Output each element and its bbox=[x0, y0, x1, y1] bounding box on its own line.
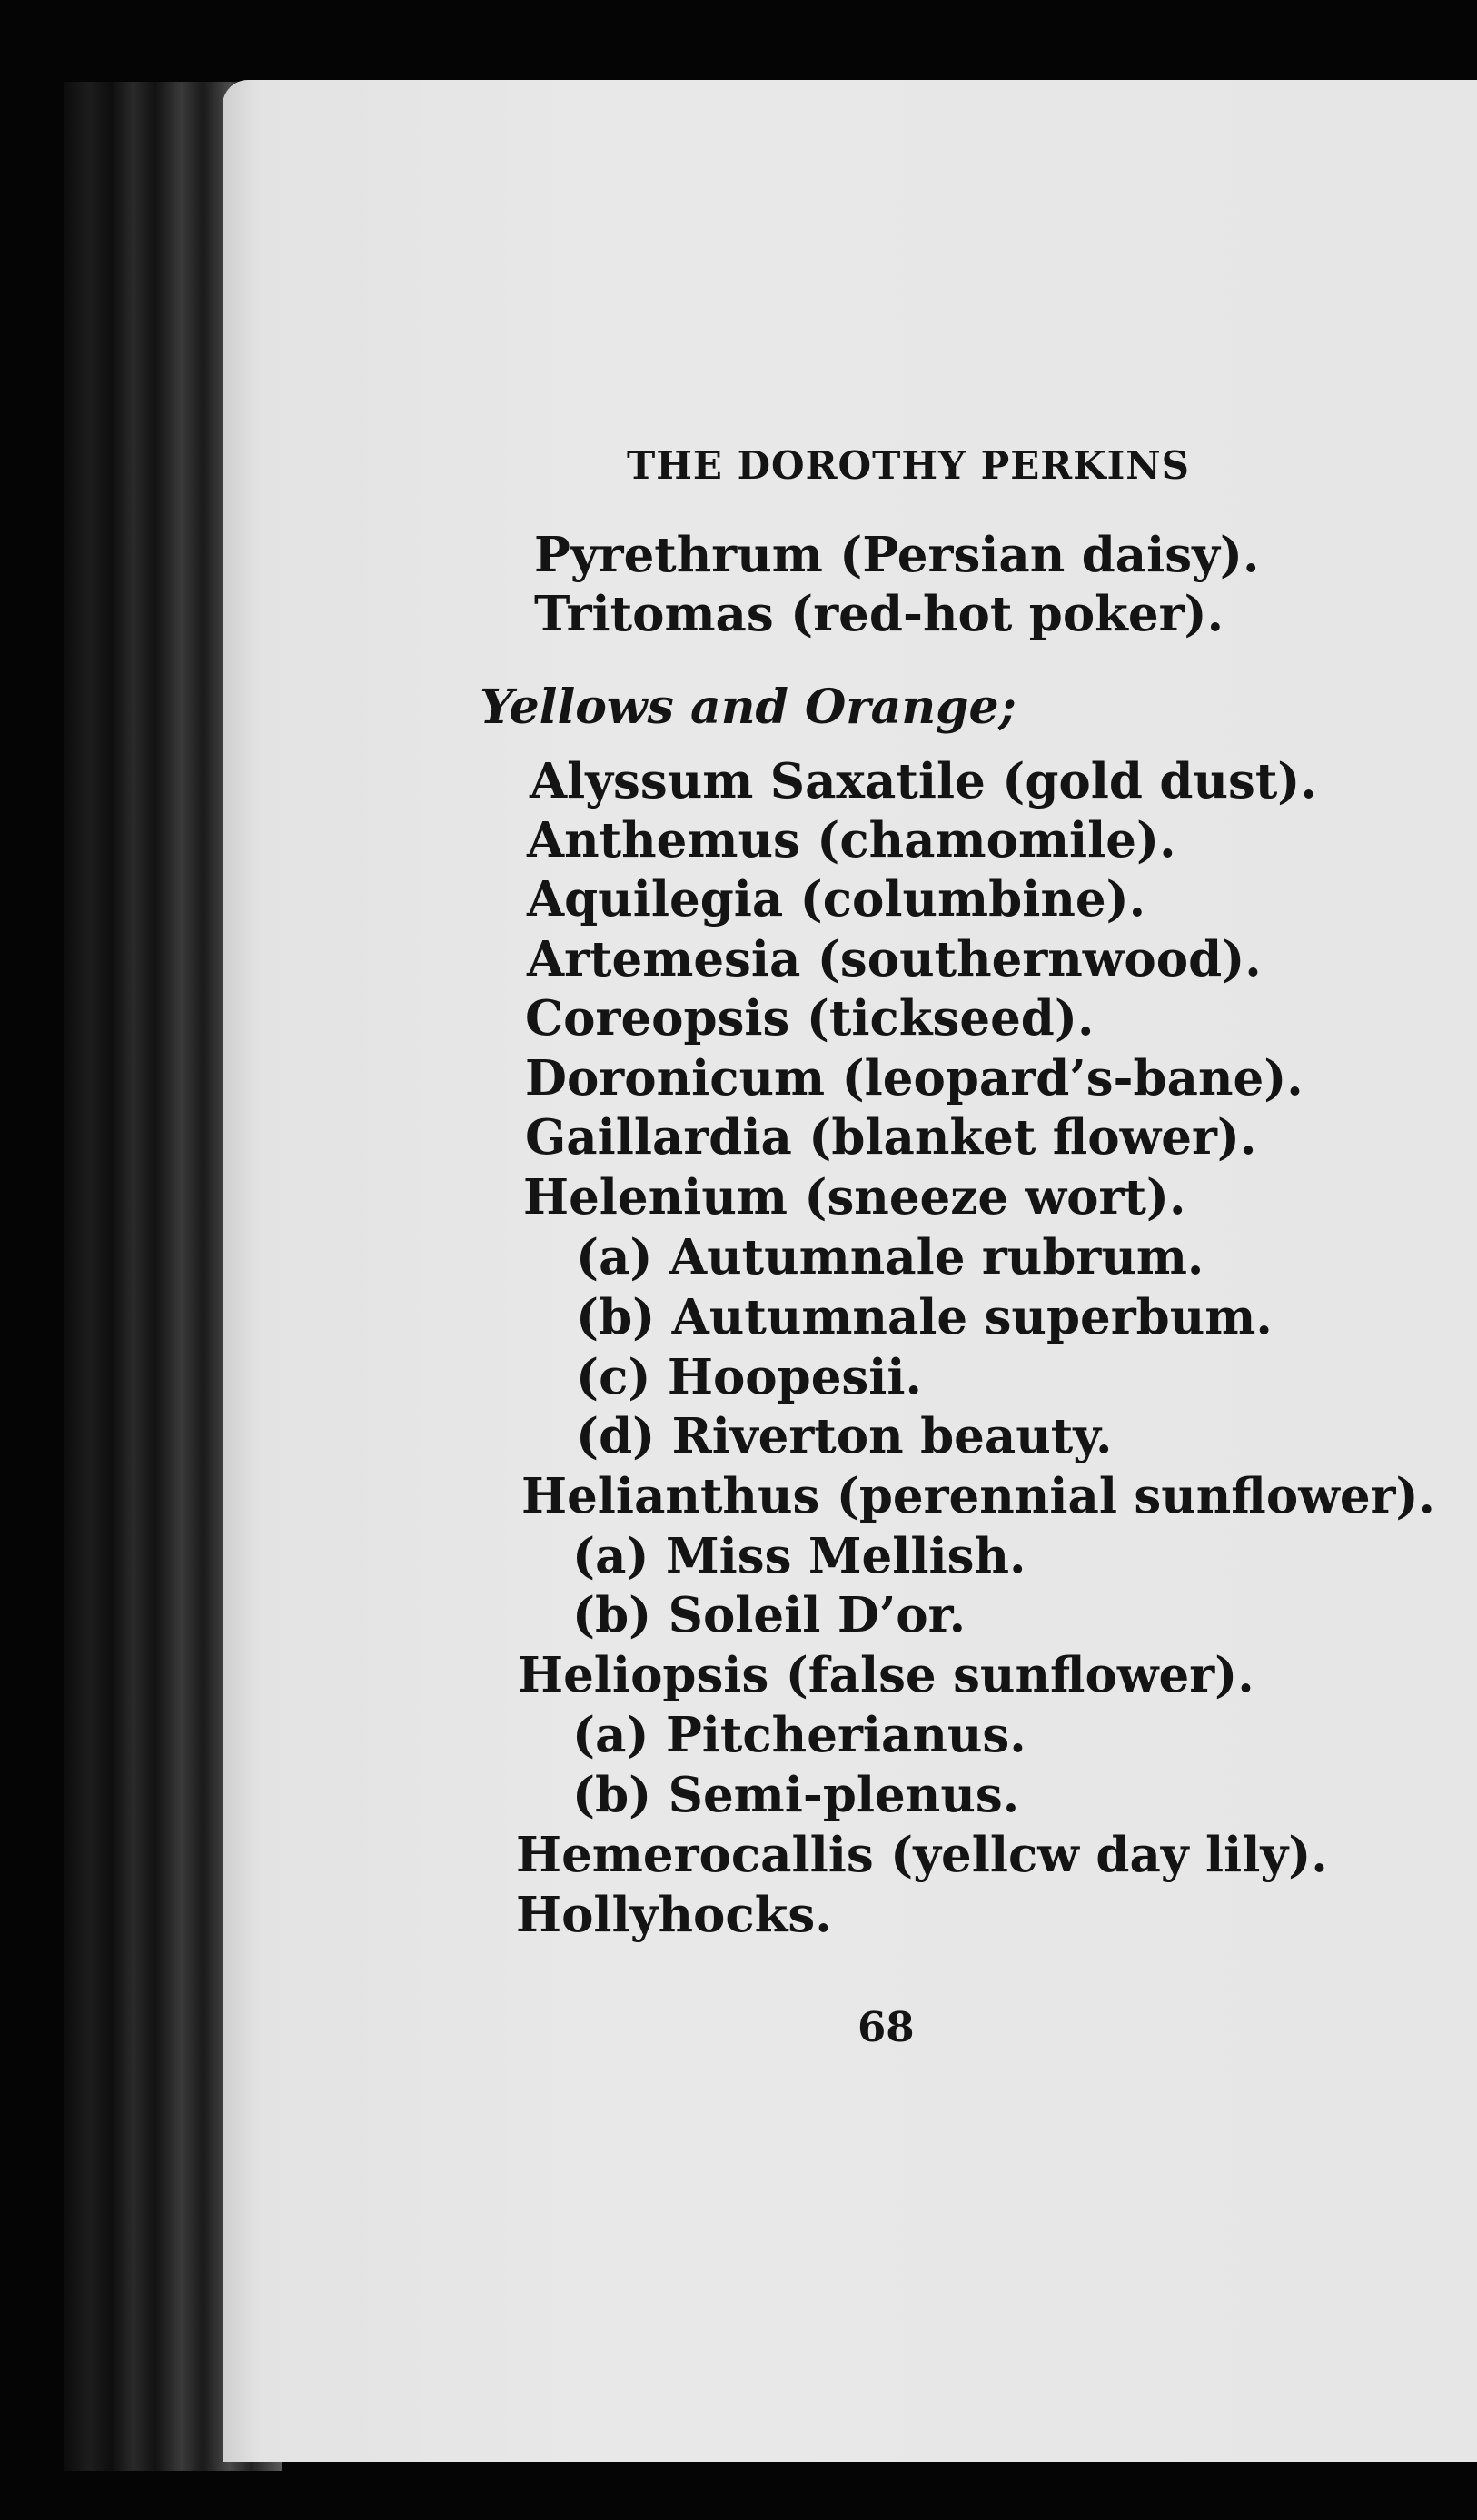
list-item: Anthemus (chamomile). bbox=[527, 812, 1176, 868]
list-item: Artemesia (southernwood). bbox=[527, 931, 1262, 987]
list-subitem: (a) Autumnale rubrum. bbox=[576, 1229, 1204, 1285]
list-item: Helianthus (perennial sunflower). bbox=[521, 1468, 1435, 1524]
list-subitem: (b) Semi-plenus. bbox=[572, 1767, 1020, 1823]
list-item: Coreopsis (tickseed). bbox=[525, 990, 1095, 1047]
list-subitem: (b) Soleil D’or. bbox=[572, 1587, 966, 1643]
list-subitem: (a) Pitcherianus. bbox=[572, 1707, 1026, 1763]
list-subitem: (c) Hoopesii. bbox=[576, 1349, 922, 1405]
list-item: Heliopsis (false sunflower). bbox=[518, 1647, 1254, 1703]
list-item: Doronicum (leopard’s-bane). bbox=[525, 1050, 1304, 1106]
running-head: THE DOROTHY PERKINS bbox=[627, 443, 1190, 488]
list-subitem: (a) Miss Mellish. bbox=[572, 1528, 1026, 1584]
list-line: Tritomas (red-hot poker). bbox=[534, 586, 1224, 642]
list-line: Pyrethrum (Persian daisy). bbox=[534, 527, 1260, 583]
section-heading: Yellows and Orange; bbox=[480, 680, 1016, 735]
list-item: Hemerocallis (yellcw day lily). bbox=[516, 1827, 1328, 1883]
list-item: Gaillardia (blanket flower). bbox=[525, 1109, 1257, 1166]
list-item: Alyssum Saxatile (gold dust). bbox=[530, 753, 1317, 809]
page-number: 68 bbox=[857, 2003, 915, 2051]
list-item: Helenium (sneeze wort). bbox=[523, 1169, 1186, 1225]
list-item: Hollyhocks. bbox=[516, 1887, 832, 1943]
list-subitem: (d) Riverton beauty. bbox=[576, 1408, 1113, 1464]
list-subitem: (b) Autumnale superbum. bbox=[576, 1289, 1273, 1345]
list-item: Aquilegia (columbine). bbox=[527, 871, 1146, 928]
